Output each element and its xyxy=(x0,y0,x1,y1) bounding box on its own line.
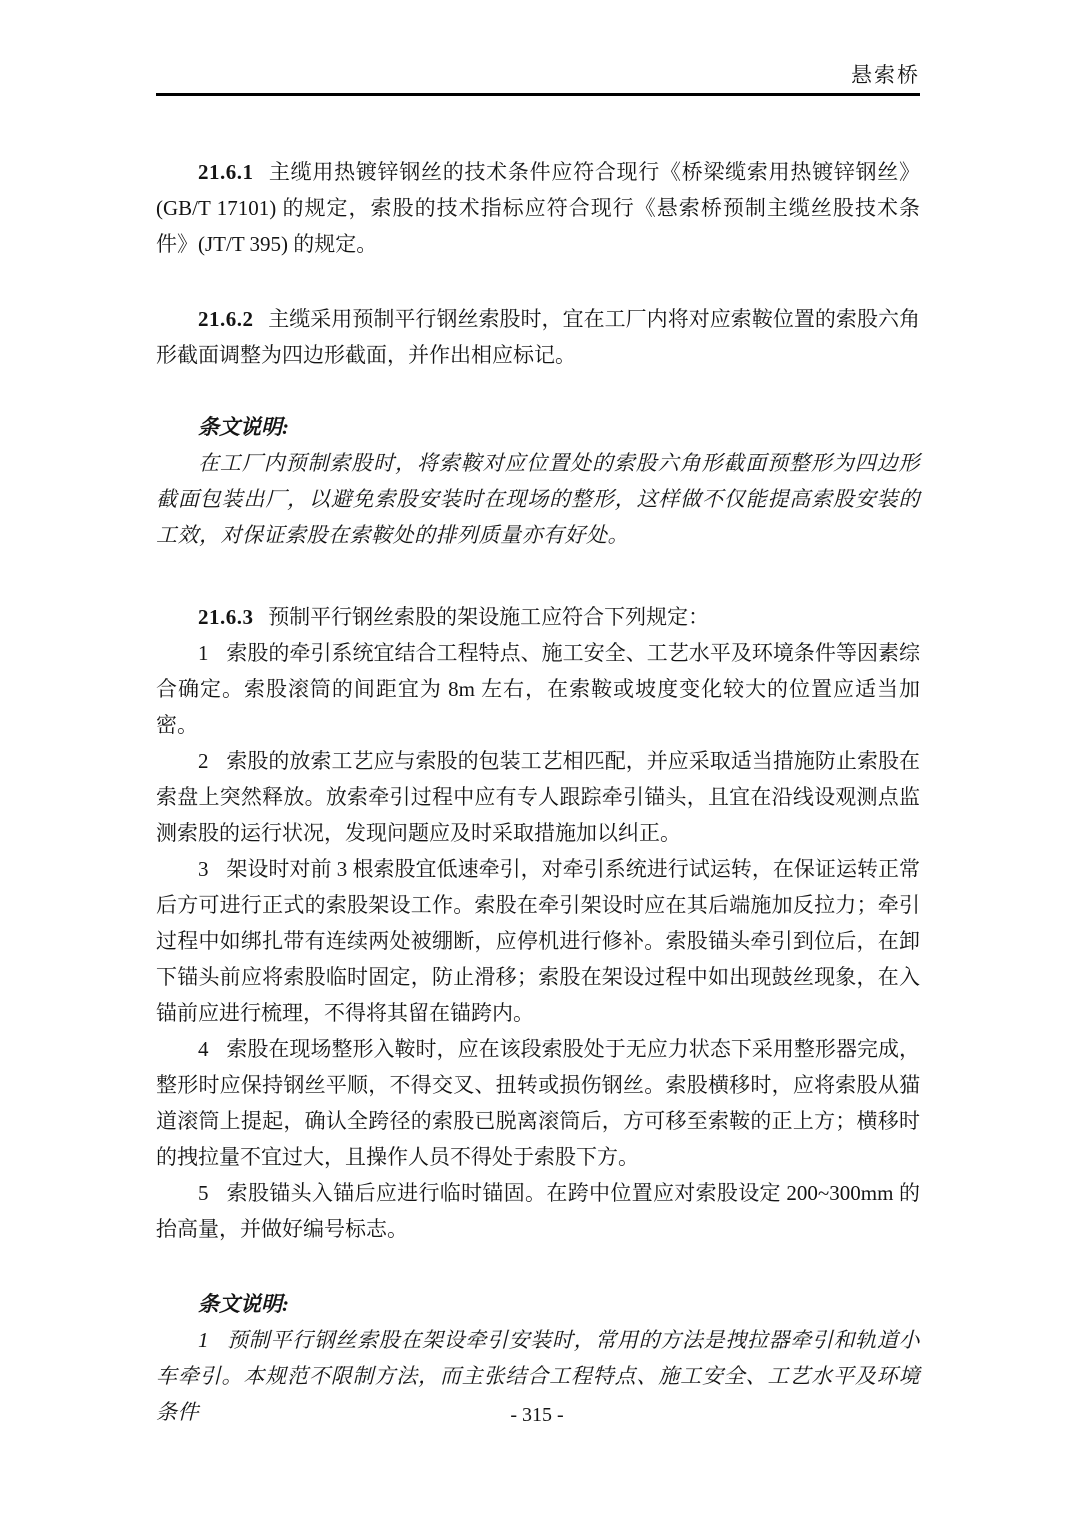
clause-21-6-3-item-1 xyxy=(156,635,920,743)
clause-21-6-1-number: 21.6.1 xyxy=(198,160,254,184)
commentary-2-item-1-text: 预制平行钢丝索股在架设牵引安装时，常用的方法是拽拉器牵引和轨道小车牵引。本规范不限制方法，而主张结合工程特点、施工安全、工艺水平及环境条件 xyxy=(156,1328,920,1424)
commentary-1-paragraph: 在工厂内预制索股时，将索鞍对应位置处的索股六角形截面预整形为四边形截面包装出厂，以避免索股安装时在现场的整形，这样做不仅能提高索股安装的工效，对保证索股在索鞍处的排列质量亦有好处。 xyxy=(156,451,920,547)
item-2-text: 索股的放索工艺应与索股的包装工艺相匹配，并应采取适当措施防止索股在索盘上突然释放。放索牵引过程中应有专人跟踪牵引锚头，且宜在沿线设观测点监测索股的运行状况，发现问题应及时采取措施加以纠正。 xyxy=(156,749,920,845)
page-header xyxy=(156,0,920,96)
item-4-number: 4 xyxy=(198,1037,209,1061)
page-number: - 315 - xyxy=(510,1404,564,1426)
clause-21-6-3-intro: 预制平行钢丝索股的架设施工应符合下列规定： xyxy=(268,605,710,629)
clause-21-6-2 xyxy=(156,301,920,373)
item-2-number: 2 xyxy=(198,749,209,773)
item-3-text: 架设时对前 3 根索股宜低速牵引，对牵引系统进行试运转，在保证运转正常后方可进行正式的索股架设工作。索股在牵引架设时应在其后端施加反拉力；牵引过程中如绑扎带有连续两处被绷断，应停机进行修补。索股锚头牵引到位后，在卸下锚头前应将索股临时固定，防止滑移；索股在架设过程中如出现鼓丝现象，在入锚前应进行梳理，不得将其留在锚跨内。 xyxy=(156,857,920,1025)
commentary-2-item-1-number: 1 xyxy=(198,1328,209,1352)
clause-21-6-3-item-4 xyxy=(156,1031,920,1175)
clause-21-6-2-number: 21.6.2 xyxy=(198,307,254,331)
clause-21-6-3-item-2 xyxy=(156,743,920,851)
clause-21-6-1 xyxy=(156,154,920,262)
clause-21-6-1-text: 主缆用热镀锌钢丝的技术条件应符合现行《桥梁缆索用热镀锌钢丝》(GB/T 17101) 的规定，索股的技术指标应符合现行《悬索桥预制主缆丝股技术条件》(JT/T 395) 的规定。 xyxy=(156,160,920,256)
commentary-1-body xyxy=(156,445,920,553)
commentary-1-label: 条文说明: xyxy=(198,415,289,439)
clause-21-6-3-item-3 xyxy=(156,851,920,1031)
document-content xyxy=(156,154,920,1430)
item-4-text: 索股在现场整形入鞍时，应在该段索股处于无应力状态下采用整形器完成，整形时应保持钢丝平顺，不得交叉、扭转或损伤钢丝。索股横移时，应将索股从猫道滚筒上提起，确认全跨径的索股已脱离滚筒后，方可移至索鞍的正上方；横移时的拽拉量不宜过大，且操作人员不得处于索股下方。 xyxy=(156,1037,920,1169)
item-1-number: 1 xyxy=(198,641,209,665)
clause-21-6-3-number: 21.6.3 xyxy=(198,605,254,629)
commentary-2-label: 条文说明: xyxy=(198,1292,289,1316)
item-5-number: 5 xyxy=(198,1181,209,1205)
clause-21-6-3 xyxy=(156,599,920,635)
running-header-title: 悬索桥 xyxy=(851,63,920,87)
item-5-text: 索股锚头入锚后应进行临时锚固。在跨中位置应对索股设定 200~300mm 的抬高量，并做好编号标志。 xyxy=(156,1181,920,1241)
clause-21-6-3-item-5 xyxy=(156,1175,920,1247)
item-3-number: 3 xyxy=(198,857,209,881)
item-1-text: 索股的牵引系统宜结合工程特点、施工安全、工艺水平及环境条件等因素综合确定。索股滚筒的间距宜为 8m 左右，在索鞍或坡度变化较大的位置应适当加密。 xyxy=(156,641,920,737)
clause-21-6-2-text: 主缆采用预制平行钢丝索股时，宜在工厂内将对应索鞍位置的索股六角形截面调整为四边形截面，并作出相应标记。 xyxy=(156,307,920,367)
page-footer xyxy=(0,1400,1074,1430)
